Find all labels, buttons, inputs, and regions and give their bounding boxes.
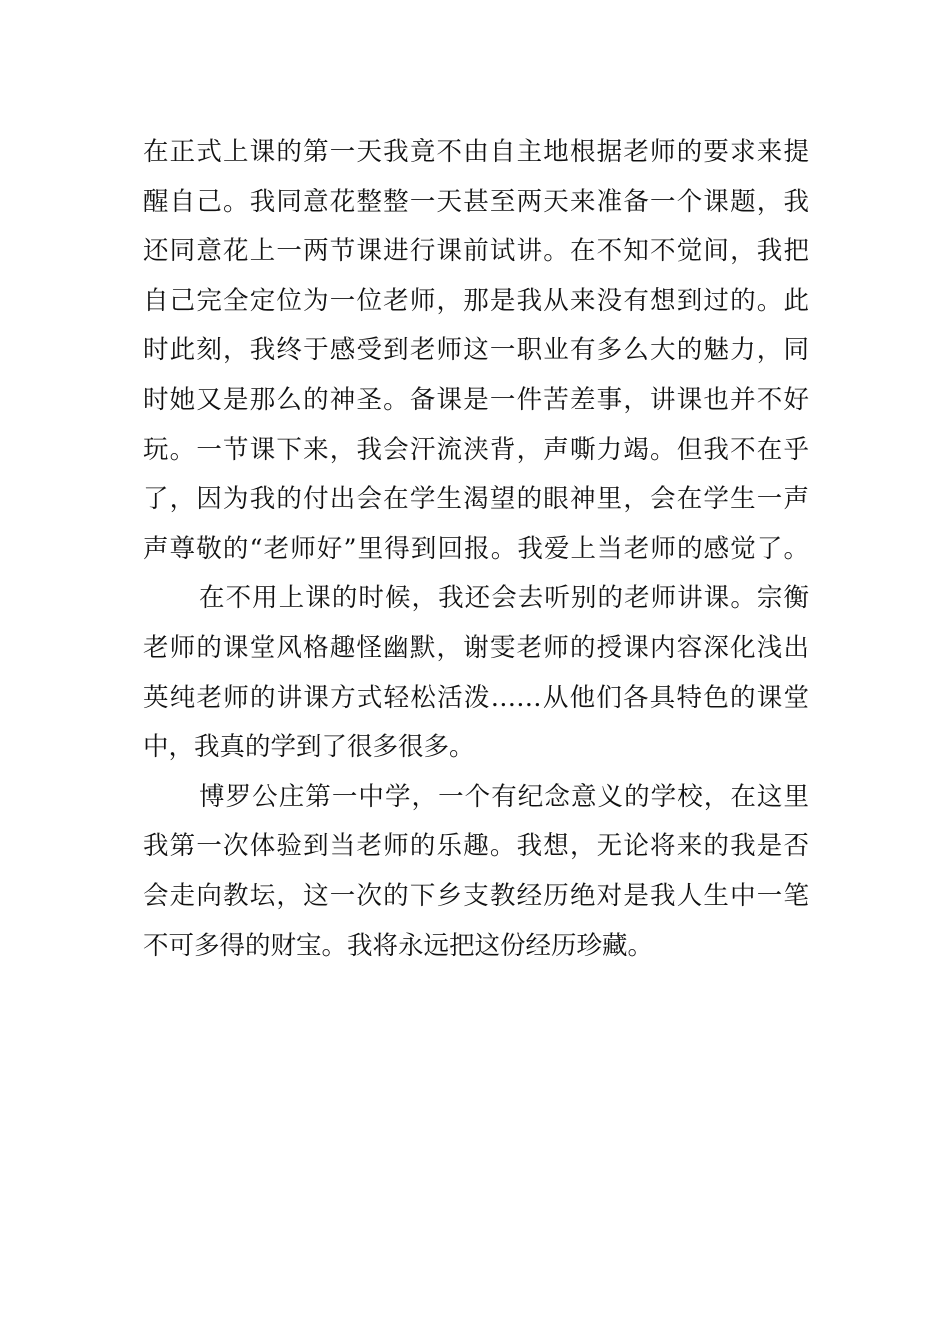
text-line: 醒自己。我同意花整整一天甚至两天来准备一个课题，我	[143, 186, 809, 217]
text-line: 还同意花上一两节课进行课前试讲。在不知不觉间，我把	[143, 236, 809, 267]
text-line: 自己完全定位为一位老师，那是我从来没有想到过的。此	[143, 285, 809, 316]
text-line: 中，我真的学到了很多很多。	[143, 732, 475, 763]
text-line: 在不用上课的时候，我还会去听别的老师讲课。宗衡	[199, 583, 809, 614]
text-line: 我第一次体验到当老师的乐趣。我想，无论将来的我是否	[143, 831, 809, 862]
text-line: 博罗公庄第一中学，一个有纪念意义的学校，在这里	[199, 781, 809, 812]
text-line: 玩。一节课下来，我会汗流浃背，声嘶力竭。但我不在乎	[143, 434, 809, 465]
text-line: 不可多得的财宝。我将永远把这份经历珍藏。	[143, 930, 654, 961]
text-line: 在正式上课的第一天我竟不由自主地根据老师的要求来提	[143, 137, 809, 167]
text-line: 会走向教坛，这一次的下乡支教经历绝对是我人生中一笔	[143, 880, 809, 911]
text-line: 声尊敬的“老师好”里得到回报。我爱上当老师的感觉了。	[143, 533, 809, 564]
document-body	[143, 128, 809, 971]
text-line: 时此刻，我终于感受到老师这一职业有多么大的魅力，同	[143, 335, 809, 366]
text-line: 老师的课堂风格趣怪幽默，谢雯老师的授课内容深化浅出	[143, 632, 809, 663]
text-line: 英纯老师的讲课方式轻松活泼……从他们各具特色的课堂	[143, 682, 809, 713]
text-line: 时她又是那么的神圣。备课是一件苦差事，讲课也并不好	[143, 384, 809, 415]
text-line: 了，因为我的付出会在学生渴望的眼神里，会在学生一声	[143, 484, 809, 515]
